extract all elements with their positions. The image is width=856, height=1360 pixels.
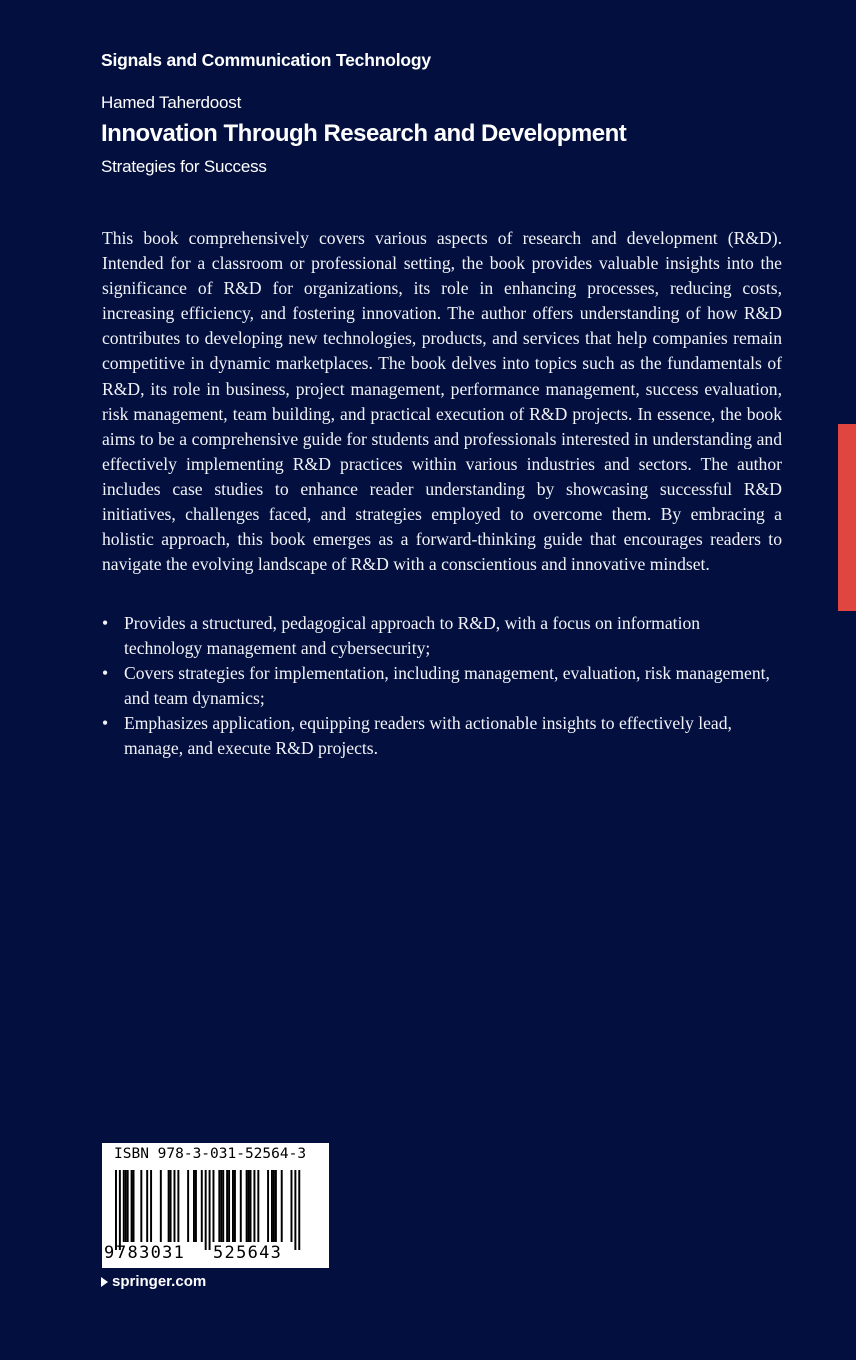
barcode-bar (267, 1170, 269, 1242)
publisher-website: springer.com (112, 1273, 207, 1290)
feature-item (102, 711, 782, 761)
barcode-bar (133, 1170, 135, 1242)
author-name: Hamed Taherdoost (101, 93, 242, 112)
barcode-bar (240, 1170, 242, 1242)
barcode-bar (123, 1170, 125, 1242)
barcode-bar (177, 1170, 179, 1242)
barcode-bar (160, 1170, 162, 1242)
barcode-bar (187, 1170, 189, 1242)
barcode-bar (222, 1170, 224, 1242)
barcode-bar (234, 1170, 236, 1242)
isbn-barcode-box (102, 1143, 329, 1268)
feature-list (102, 611, 782, 762)
series-name: Signals and Communication Technology (101, 50, 431, 70)
book-title: Innovation Through Research and Development (101, 120, 627, 147)
barcode-bar (250, 1170, 252, 1242)
barcode-bar (201, 1170, 203, 1242)
barcode-bar (273, 1170, 275, 1242)
barcode-bar (131, 1170, 133, 1242)
arrow-right-icon (101, 1277, 108, 1287)
barcode-bar (140, 1170, 142, 1242)
barcode-bar (275, 1170, 277, 1242)
barcode-bar (125, 1170, 127, 1242)
feature-text: Covers strategies for implementation, including management, evaluation, risk management, and team dynamics; (124, 663, 770, 709)
barcode-bar (174, 1170, 176, 1242)
book-description: This book comprehensively covers various aspects of research and development (R&D). Intended for a classroom or professional setting, the book provides valuable insights into the significance of R&D for organizations, its role in enhancing processes, reducing costs, increasing efficiency, and fostering innovation. The author offers understanding of how R&D contributes to developing new technologies, products, and services that help companies remain competitive in dynamic marketplaces. The book delves into topics such as the fundamentals of R&D, its role in business, project management, performance management, success evaluation, risk management, team building, and practical execution of R&D projects. In essence, the book aims to be a comprehensive guide for students and professionals interested in understanding and effectively implementing R&D practices within various industries and sectors. The author includes case studies to enhance reader understanding by showcasing successful R&D initiatives, challenges faced, and strategies employed to overcome them. By embracing a holistic approach, this book emerges as a forward-thinking guide that encourages readers to navigate the evolving landscape of R&D with a conscientious and innovative mindset. (102, 228, 782, 575)
barcode-first-digit: 9 (104, 1243, 115, 1263)
barcode-bar (213, 1170, 215, 1242)
barcode-bar (218, 1170, 220, 1242)
bullet-icon: • (102, 613, 109, 633)
barcode-bar (220, 1170, 222, 1242)
barcode-bar (170, 1170, 172, 1242)
bullet-icon: • (102, 713, 109, 734)
barcode-right-digits: 525643 (213, 1243, 283, 1263)
barcode-bar (228, 1170, 230, 1242)
barcode-bar (294, 1170, 296, 1250)
barcode-bar (291, 1170, 293, 1242)
barcode-bar (246, 1170, 248, 1242)
side-color-tab (838, 424, 856, 611)
publisher-link[interactable] (101, 1273, 206, 1290)
barcode-bar (232, 1170, 234, 1242)
barcode-bar (253, 1170, 255, 1242)
feature-item (102, 661, 782, 711)
feature-text: Emphasizes application, equipping readers with actionable insights to effectively lead, manage, and execute R&D projects. (124, 713, 732, 759)
barcode-bar (248, 1170, 250, 1242)
book-subtitle: Strategies for Success (101, 157, 267, 176)
barcode-bar (205, 1170, 207, 1250)
barcode-bar (168, 1170, 170, 1242)
barcode-bar (115, 1170, 117, 1250)
barcode-bar (193, 1170, 195, 1242)
barcode-bar (298, 1170, 300, 1250)
feature-item (102, 611, 782, 661)
barcode-bar (209, 1170, 211, 1250)
barcode-bar (226, 1170, 228, 1242)
barcode-bar (150, 1170, 152, 1242)
barcode-bar (127, 1170, 129, 1242)
barcode-left-digits: 783031 (116, 1243, 186, 1263)
barcode-bar (281, 1170, 283, 1242)
bullet-icon: • (102, 663, 109, 684)
isbn-label: ISBN 978-3-031-52564-3 (114, 1146, 307, 1162)
feature-text: Provides a structured, pedagogical approach to R&D, with a focus on information technology management and cybersecurity; (124, 613, 701, 659)
barcode-bar (146, 1170, 148, 1242)
barcode-bar (195, 1170, 197, 1242)
barcode-bar (119, 1170, 121, 1250)
barcode-bar (257, 1170, 259, 1242)
barcode-bar (271, 1170, 273, 1242)
